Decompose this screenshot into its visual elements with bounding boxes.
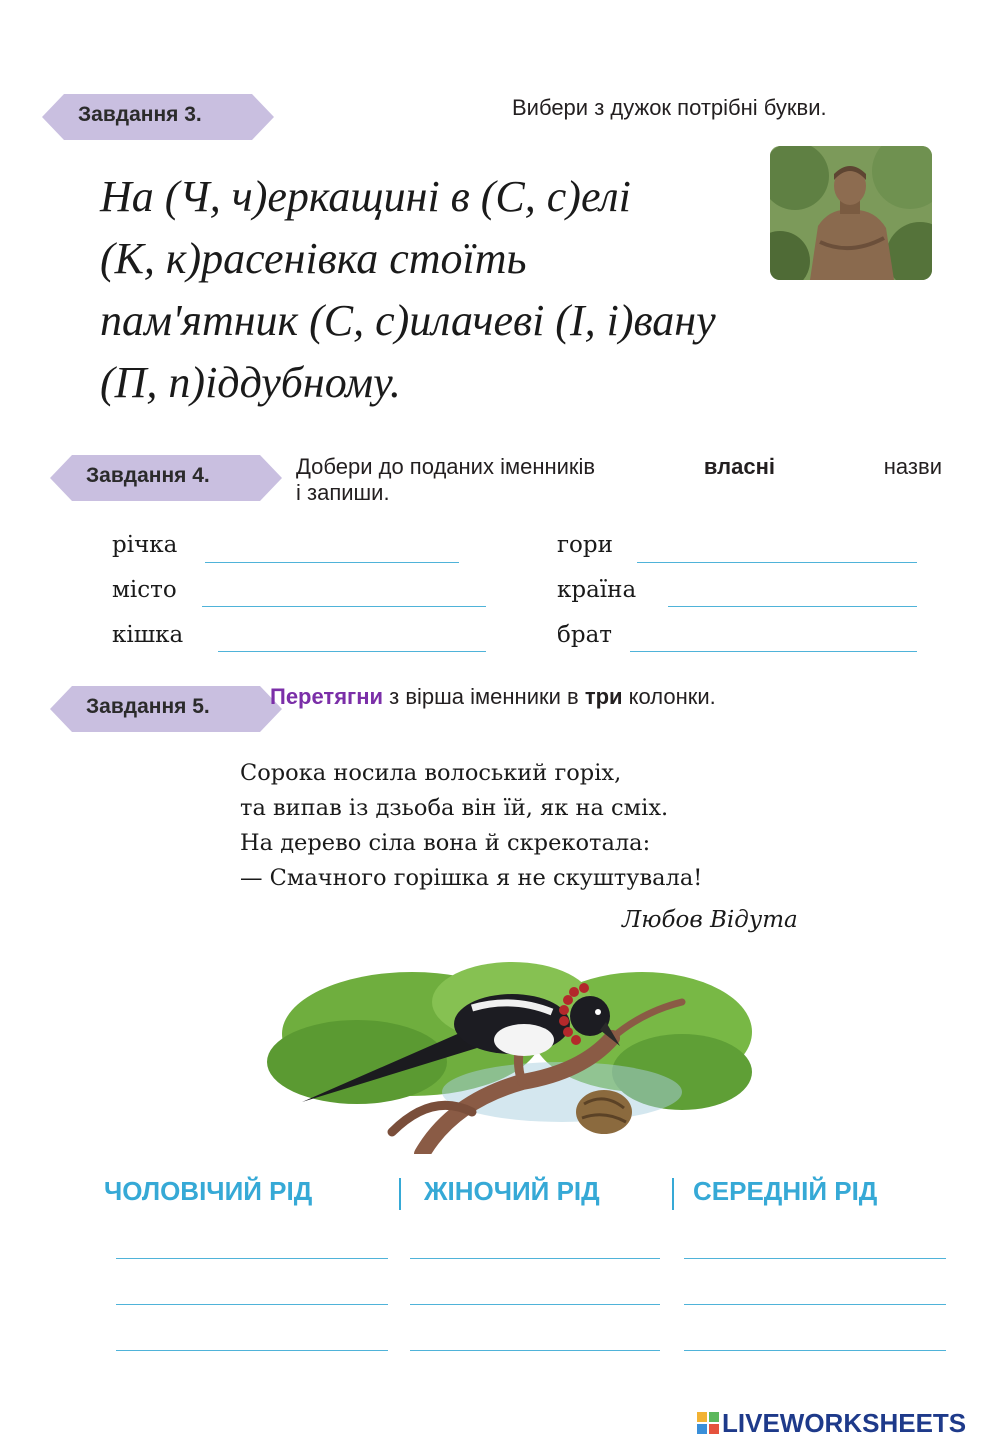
drop-line-neuter-3[interactable] [684,1350,946,1351]
task5-instruction [270,684,716,710]
task4-badge [50,455,282,501]
word-left-3: кішка [112,622,184,648]
task3-line-1: На (Ч, ч)еркащині в (С, с)елі [100,172,631,221]
task3-line-3: пам'ятник (С, с)илачеві (І, і)вану [100,296,716,345]
poem-line-3: На дерево сіла вона й скрекотала: [240,830,651,856]
task4-instruction-bold: власні [703,454,775,479]
task5-badge-label: Завдання 5. [86,695,210,718]
task5-badge [50,686,282,732]
drop-line-neuter-2[interactable] [684,1304,946,1305]
task4-badge-label: Завдання 4. [86,464,210,487]
task5-instruction-highlight: Перетягни [270,684,384,709]
drop-line-feminine-1[interactable] [410,1258,660,1259]
answer-line-left-1[interactable] [205,562,459,563]
poem-author: Любов Відута [622,907,798,933]
brand-text: LIVEWORKSHEETS [722,1407,967,1438]
liveworksheets-logo-icon [697,1412,719,1434]
answer-line-right-1[interactable] [637,562,917,563]
column-header-masculine: ЧОЛОВІЧИЙ РІД [104,1176,313,1206]
poem [240,756,702,896]
word-left-1: річка [112,532,178,558]
column-separator-2 [672,1178,674,1210]
answer-line-left-2[interactable] [202,606,486,607]
word-right-3: брат [557,622,613,648]
task3-line-4: (П, п)іддубному. [100,358,401,407]
word-right-1: гори [557,532,613,558]
liveworksheets-logo [697,1408,966,1438]
answer-line-right-2[interactable] [668,606,917,607]
drop-line-masculine-2[interactable] [116,1304,388,1305]
poem-line-4: — Смачного горішка я не скуштувала! [240,865,703,891]
task3-badge-label: Завдання 3. [78,103,202,126]
column-header-feminine: ЖІНОЧИЙ РІД [424,1176,600,1206]
statue-photo [770,146,932,280]
task3-badge [42,94,274,140]
answer-line-right-3[interactable] [630,651,917,652]
drop-line-feminine-3[interactable] [410,1350,660,1351]
task4-instruction [296,454,942,506]
poem-line-1: Сорока носила волоський горіх, [240,760,622,786]
task3-sentence [100,166,716,414]
poem-line-2: та випав із дзьоба він їй, як на сміх. [240,795,669,821]
column-separator-1 [399,1178,401,1210]
task5-instruction-end: колонки. [622,684,716,709]
task3-line-2: (К, к)расенівка стоїть [100,234,527,283]
word-left-2: місто [112,577,177,603]
task5-instruction-mid: з вірша іменники в [383,684,585,709]
drop-line-neuter-1[interactable] [684,1258,946,1259]
task5-instruction-bold: три [584,684,623,709]
drop-line-feminine-2[interactable] [410,1304,660,1305]
task4-instruction-pre: Добери до поданих іменників [296,454,602,479]
magpie-illustration [262,942,762,1154]
task4-instruction-line2: і запиши. [296,480,390,505]
drop-line-masculine-3[interactable] [116,1350,388,1351]
column-header-neuter: СЕРЕДНІЙ РІД [693,1176,878,1206]
drop-line-masculine-1[interactable] [116,1258,388,1259]
task3-instruction: Вибери з дужок потрібні букви. [512,95,827,120]
task4-instruction-post: назви [877,454,942,479]
answer-line-left-3[interactable] [218,651,486,652]
word-right-2: країна [557,577,637,603]
